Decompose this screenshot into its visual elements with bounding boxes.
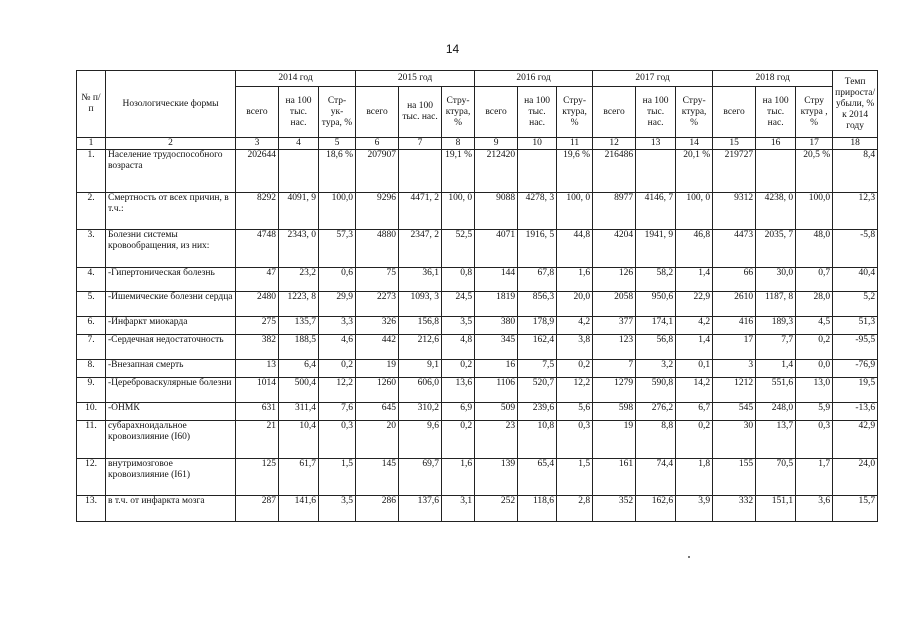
table-cell: 65,4 bbox=[518, 458, 557, 495]
table-cell: -76,9 bbox=[833, 360, 878, 378]
table-cell bbox=[399, 150, 442, 193]
header-sub: всего bbox=[356, 87, 399, 138]
column-number: 10 bbox=[518, 138, 557, 150]
table-cell: 332 bbox=[713, 495, 756, 521]
table-cell: 162,6 bbox=[636, 495, 676, 521]
table-cell: 1,6 bbox=[442, 458, 475, 495]
table-cell: 3,6 bbox=[796, 495, 833, 521]
table-cell: 46,8 bbox=[676, 230, 713, 267]
table-cell: 352 bbox=[593, 495, 636, 521]
table-cell: 7,7 bbox=[756, 335, 796, 360]
table-cell: 20 bbox=[356, 421, 399, 458]
scan-speck bbox=[688, 556, 690, 558]
table-cell: 57,3 bbox=[319, 230, 356, 267]
table-cell: 7,6 bbox=[319, 403, 356, 421]
table-cell: 156,8 bbox=[399, 317, 442, 335]
table-cell: 212,6 bbox=[399, 335, 442, 360]
table-cell: 23,2 bbox=[279, 267, 319, 292]
table-cell: 4146, 7 bbox=[636, 192, 676, 229]
header-sub: Стру- ктура, % bbox=[557, 87, 593, 138]
table-cell: 276,2 bbox=[636, 403, 676, 421]
table-cell: 5,2 bbox=[833, 292, 878, 317]
table-cell: 590,8 bbox=[636, 378, 676, 403]
column-number: 13 bbox=[636, 138, 676, 150]
table-cell: 4238, 0 bbox=[756, 192, 796, 229]
table-cell: 126 bbox=[593, 267, 636, 292]
table-cell: 139 bbox=[475, 458, 518, 495]
column-number: 15 bbox=[713, 138, 756, 150]
header-sub: всего bbox=[593, 87, 636, 138]
table-row bbox=[77, 360, 878, 378]
table-cell: 42,9 bbox=[833, 421, 878, 458]
table-cell: 44,8 bbox=[557, 230, 593, 267]
table-cell bbox=[636, 150, 676, 193]
table-cell: 40,4 bbox=[833, 267, 878, 292]
table-cell: 2480 bbox=[236, 292, 279, 317]
page-number: 14 bbox=[445, 42, 460, 56]
column-number: 2 bbox=[106, 138, 236, 150]
column-number: 3 bbox=[236, 138, 279, 150]
header-sub: Стр- ук- тура, % bbox=[319, 87, 356, 138]
table-cell: 23 bbox=[475, 421, 518, 458]
row-label: -ОНМК bbox=[106, 403, 236, 421]
table-cell: -5,8 bbox=[833, 230, 878, 267]
table-cell: 4204 bbox=[593, 230, 636, 267]
row-number: 12. bbox=[77, 458, 106, 495]
table-cell: 275 bbox=[236, 317, 279, 335]
table-cell: 67,8 bbox=[518, 267, 557, 292]
row-label: Болезни системы кровообращения, из них: bbox=[106, 230, 236, 267]
table-cell: -95,5 bbox=[833, 335, 878, 360]
header-sub: всего bbox=[713, 87, 756, 138]
table-cell: 0,2 bbox=[676, 421, 713, 458]
header-sub: на 100 тыс. нас. bbox=[399, 87, 442, 138]
column-number: 14 bbox=[676, 138, 713, 150]
table-cell: 4,2 bbox=[676, 317, 713, 335]
table-cell: 13,7 bbox=[756, 421, 796, 458]
row-number: 7. bbox=[77, 335, 106, 360]
table-cell: 123 bbox=[593, 335, 636, 360]
table-cell: 0,2 bbox=[442, 360, 475, 378]
table-cell: 30 bbox=[713, 421, 756, 458]
table-cell: 1,8 bbox=[676, 458, 713, 495]
table-cell: 19,6 % bbox=[557, 150, 593, 193]
table-cell: 1,4 bbox=[676, 267, 713, 292]
row-label: -Инфаркт миокарда bbox=[106, 317, 236, 335]
table-cell: 6,4 bbox=[279, 360, 319, 378]
row-label: в т.ч. от инфаркта мозга bbox=[106, 495, 236, 521]
table-cell: 545 bbox=[713, 403, 756, 421]
table-cell: 520,7 bbox=[518, 378, 557, 403]
table-cell: 4473 bbox=[713, 230, 756, 267]
table-cell: 1212 bbox=[713, 378, 756, 403]
table-cell: 155 bbox=[713, 458, 756, 495]
table-cell: 0,0 bbox=[796, 360, 833, 378]
table-cell bbox=[518, 150, 557, 193]
table-cell: 0,2 bbox=[442, 421, 475, 458]
table-cell: 2058 bbox=[593, 292, 636, 317]
table-body bbox=[77, 150, 878, 522]
header-sub: на 100 тыс. нас. bbox=[636, 87, 676, 138]
table-cell: 29,9 bbox=[319, 292, 356, 317]
column-number: 11 bbox=[557, 138, 593, 150]
table-cell: 9088 bbox=[475, 192, 518, 229]
header-year: 2017 год bbox=[593, 71, 713, 87]
table-cell: 0,3 bbox=[319, 421, 356, 458]
table-cell: 950,6 bbox=[636, 292, 676, 317]
table-cell: 7,5 bbox=[518, 360, 557, 378]
table-cell: 18,6 % bbox=[319, 150, 356, 193]
table-cell: 15,7 bbox=[833, 495, 878, 521]
table-cell: 100,0 bbox=[319, 192, 356, 229]
table-cell: 0,3 bbox=[557, 421, 593, 458]
table-cell: 12,2 bbox=[319, 378, 356, 403]
table-cell: 248,0 bbox=[756, 403, 796, 421]
row-number: 6. bbox=[77, 317, 106, 335]
table-cell: 19,1 % bbox=[442, 150, 475, 193]
table-row bbox=[77, 403, 878, 421]
table-cell: 188,5 bbox=[279, 335, 319, 360]
column-number: 9 bbox=[475, 138, 518, 150]
table-cell: 36,1 bbox=[399, 267, 442, 292]
row-number: 10. bbox=[77, 403, 106, 421]
table-row bbox=[77, 150, 878, 193]
table-cell: 7 bbox=[593, 360, 636, 378]
table-cell: 3,3 bbox=[319, 317, 356, 335]
table-cell: 287 bbox=[236, 495, 279, 521]
table-cell: 12,3 bbox=[833, 192, 878, 229]
table-cell: 377 bbox=[593, 317, 636, 335]
row-label: -Внезапная смерть bbox=[106, 360, 236, 378]
row-number: 2. bbox=[77, 192, 106, 229]
table-cell: 125 bbox=[236, 458, 279, 495]
header-sub: на 100 тыс. нас. bbox=[518, 87, 557, 138]
table-cell: 20,5 % bbox=[796, 150, 833, 193]
table-cell: 1,5 bbox=[319, 458, 356, 495]
table-cell: 1941, 9 bbox=[636, 230, 676, 267]
table-cell: 1,5 bbox=[557, 458, 593, 495]
table-cell: 0,2 bbox=[557, 360, 593, 378]
table-cell: 1,6 bbox=[557, 267, 593, 292]
header-sub: всего bbox=[236, 87, 279, 138]
table-cell: 16 bbox=[475, 360, 518, 378]
table-cell: 5,6 bbox=[557, 403, 593, 421]
column-number: 17 bbox=[796, 138, 833, 150]
table-cell: 10,4 bbox=[279, 421, 319, 458]
table-cell: 1,4 bbox=[676, 335, 713, 360]
table-cell: 4,6 bbox=[319, 335, 356, 360]
table-cell: 162,4 bbox=[518, 335, 557, 360]
column-number: 5 bbox=[319, 138, 356, 150]
table-cell: 0,6 bbox=[319, 267, 356, 292]
table-cell: 47 bbox=[236, 267, 279, 292]
table-cell: 52,5 bbox=[442, 230, 475, 267]
table-cell: 326 bbox=[356, 317, 399, 335]
table-cell: 137,6 bbox=[399, 495, 442, 521]
table-cell: 3,1 bbox=[442, 495, 475, 521]
row-label: -Ишемические болезни сердца bbox=[106, 292, 236, 317]
table-row bbox=[77, 335, 878, 360]
table-row bbox=[77, 230, 878, 267]
header-sub: Стру- ктура, % bbox=[676, 87, 713, 138]
row-label: -Гипертоническая болезнь bbox=[106, 267, 236, 292]
table-cell: 310,2 bbox=[399, 403, 442, 421]
row-number: 13. bbox=[77, 495, 106, 521]
column-number: 7 bbox=[399, 138, 442, 150]
column-number: 6 bbox=[356, 138, 399, 150]
table-cell: 1279 bbox=[593, 378, 636, 403]
table-row bbox=[77, 267, 878, 292]
column-number: 16 bbox=[756, 138, 796, 150]
table-cell: 509 bbox=[475, 403, 518, 421]
table-cell: 4471, 2 bbox=[399, 192, 442, 229]
table-row bbox=[77, 458, 878, 495]
row-number: 4. bbox=[77, 267, 106, 292]
table-cell: 13 bbox=[236, 360, 279, 378]
table-cell: 4880 bbox=[356, 230, 399, 267]
table-cell: 2610 bbox=[713, 292, 756, 317]
row-label: Смертность от всех причин, в т.ч.: bbox=[106, 192, 236, 229]
table-cell: 14,2 bbox=[676, 378, 713, 403]
table-cell: 8,4 bbox=[833, 150, 878, 193]
table-cell: 10,8 bbox=[518, 421, 557, 458]
header-year: 2018 год bbox=[713, 71, 833, 87]
header-year: 2014 год bbox=[236, 71, 356, 87]
header-growth: Темп прироста/ убыли, % к 2014 году bbox=[833, 71, 878, 138]
table-cell: 606,0 bbox=[399, 378, 442, 403]
table-cell: 24,5 bbox=[442, 292, 475, 317]
table-cell: 66 bbox=[713, 267, 756, 292]
table-cell: 9296 bbox=[356, 192, 399, 229]
table-cell: 100, 0 bbox=[676, 192, 713, 229]
header-sub: всего bbox=[475, 87, 518, 138]
header-sub: Стру ктура , % bbox=[796, 87, 833, 138]
table-cell: 9,6 bbox=[399, 421, 442, 458]
table-cell: 1187, 8 bbox=[756, 292, 796, 317]
table-cell: 1014 bbox=[236, 378, 279, 403]
table-cell: 69,7 bbox=[399, 458, 442, 495]
table-cell: 645 bbox=[356, 403, 399, 421]
table-cell: 4278, 3 bbox=[518, 192, 557, 229]
table-cell: 118,6 bbox=[518, 495, 557, 521]
table-cell: 382 bbox=[236, 335, 279, 360]
table-cell: 1106 bbox=[475, 378, 518, 403]
column-number: 18 bbox=[833, 138, 878, 150]
table-cell bbox=[756, 150, 796, 193]
table-cell: 598 bbox=[593, 403, 636, 421]
table-cell: 1223, 8 bbox=[279, 292, 319, 317]
table-cell: 0,3 bbox=[796, 421, 833, 458]
table-cell: 19 bbox=[356, 360, 399, 378]
table-cell: 2,8 bbox=[557, 495, 593, 521]
table-row bbox=[77, 421, 878, 458]
table-cell: 74,4 bbox=[636, 458, 676, 495]
header-nosology: Нозологические формы bbox=[106, 71, 236, 138]
column-number: 8 bbox=[442, 138, 475, 150]
row-number: 11. bbox=[77, 421, 106, 458]
header-sub: Стру- ктура, % bbox=[442, 87, 475, 138]
table-cell: 631 bbox=[236, 403, 279, 421]
column-number-row bbox=[77, 138, 878, 150]
table-cell: 70,5 bbox=[756, 458, 796, 495]
table-cell: 189,3 bbox=[756, 317, 796, 335]
header-sub: на 100 тыс. нас. bbox=[279, 87, 319, 138]
table-cell: 19 bbox=[593, 421, 636, 458]
table-cell: 178,9 bbox=[518, 317, 557, 335]
table-cell: 1,7 bbox=[796, 458, 833, 495]
table-cell: 13,0 bbox=[796, 378, 833, 403]
table-cell: 4091, 9 bbox=[279, 192, 319, 229]
table-cell: 2035, 7 bbox=[756, 230, 796, 267]
table-cell: -13,6 bbox=[833, 403, 878, 421]
table-cell: 141,6 bbox=[279, 495, 319, 521]
row-label: -Цереброваскулярные болезни bbox=[106, 378, 236, 403]
table-cell bbox=[279, 150, 319, 193]
table-cell: 345 bbox=[475, 335, 518, 360]
table-cell: 4071 bbox=[475, 230, 518, 267]
table-cell: 1819 bbox=[475, 292, 518, 317]
table-cell: 239,6 bbox=[518, 403, 557, 421]
table-cell: 216486 bbox=[593, 150, 636, 193]
table-cell: 2273 bbox=[356, 292, 399, 317]
header-sub: на 100 тыс. нас. bbox=[756, 87, 796, 138]
table-cell: 151,1 bbox=[756, 495, 796, 521]
row-number: 5. bbox=[77, 292, 106, 317]
table-cell: 2343, 0 bbox=[279, 230, 319, 267]
table-cell: 1916, 5 bbox=[518, 230, 557, 267]
table-cell: 252 bbox=[475, 495, 518, 521]
table-cell: 8,8 bbox=[636, 421, 676, 458]
row-label: внутримозговое кровоизлияние (I61) bbox=[106, 458, 236, 495]
table-cell: 48,0 bbox=[796, 230, 833, 267]
table-cell: 20,1 % bbox=[676, 150, 713, 193]
table-row bbox=[77, 292, 878, 317]
table-cell: 219727 bbox=[713, 150, 756, 193]
row-number: 8. bbox=[77, 360, 106, 378]
table-cell: 3,2 bbox=[636, 360, 676, 378]
table-cell: 0,8 bbox=[442, 267, 475, 292]
table-cell: 21 bbox=[236, 421, 279, 458]
table-cell: 19,5 bbox=[833, 378, 878, 403]
table-cell: 3,5 bbox=[442, 317, 475, 335]
table-cell: 551,6 bbox=[756, 378, 796, 403]
row-label: -Сердечная недостаточность bbox=[106, 335, 236, 360]
table-cell: 24,0 bbox=[833, 458, 878, 495]
table-cell: 212420 bbox=[475, 150, 518, 193]
table-cell: 17 bbox=[713, 335, 756, 360]
table-cell: 100, 0 bbox=[557, 192, 593, 229]
table-cell: 4,2 bbox=[557, 317, 593, 335]
table-cell: 144 bbox=[475, 267, 518, 292]
table-cell: 2347, 2 bbox=[399, 230, 442, 267]
row-label: субарахноидальное кровоизлияние (I60) bbox=[106, 421, 236, 458]
table-cell: 416 bbox=[713, 317, 756, 335]
table-cell: 5,9 bbox=[796, 403, 833, 421]
table-cell: 6,9 bbox=[442, 403, 475, 421]
table-cell: 28,0 bbox=[796, 292, 833, 317]
table-cell: 30,0 bbox=[756, 267, 796, 292]
table-cell: 0,7 bbox=[796, 267, 833, 292]
table-cell: 135,7 bbox=[279, 317, 319, 335]
table-cell: 856,3 bbox=[518, 292, 557, 317]
header-year: 2016 год bbox=[475, 71, 593, 87]
table-row bbox=[77, 495, 878, 521]
table-cell: 1,4 bbox=[756, 360, 796, 378]
table-cell: 51,3 bbox=[833, 317, 878, 335]
column-number: 1 bbox=[77, 138, 106, 150]
table-cell: 75 bbox=[356, 267, 399, 292]
table-cell: 0,2 bbox=[796, 335, 833, 360]
table-cell: 202644 bbox=[236, 150, 279, 193]
row-number: 1. bbox=[77, 150, 106, 193]
row-number: 9. bbox=[77, 378, 106, 403]
table-cell: 58,2 bbox=[636, 267, 676, 292]
table-cell: 100,0 bbox=[796, 192, 833, 229]
column-number: 4 bbox=[279, 138, 319, 150]
header-year: 2015 год bbox=[356, 71, 475, 87]
table-cell: 1260 bbox=[356, 378, 399, 403]
mortality-table bbox=[76, 70, 878, 522]
table-row bbox=[77, 317, 878, 335]
table-cell: 22,9 bbox=[676, 292, 713, 317]
table-cell: 56,8 bbox=[636, 335, 676, 360]
table-row bbox=[77, 192, 878, 229]
table-cell: 4,5 bbox=[796, 317, 833, 335]
table-cell: 3,8 bbox=[557, 335, 593, 360]
table-cell: 145 bbox=[356, 458, 399, 495]
table-cell: 4,8 bbox=[442, 335, 475, 360]
header-num: № п/п bbox=[77, 71, 106, 138]
table-cell: 61,7 bbox=[279, 458, 319, 495]
table-cell: 380 bbox=[475, 317, 518, 335]
table-cell: 12,2 bbox=[557, 378, 593, 403]
table-cell: 13,6 bbox=[442, 378, 475, 403]
table-cell: 0,2 bbox=[319, 360, 356, 378]
table-cell: 4748 bbox=[236, 230, 279, 267]
row-number: 3. bbox=[77, 230, 106, 267]
row-label: Население трудоспособного возраста bbox=[106, 150, 236, 193]
table-cell: 311,4 bbox=[279, 403, 319, 421]
table-cell: 3 bbox=[713, 360, 756, 378]
column-number: 12 bbox=[593, 138, 636, 150]
table-cell: 20,0 bbox=[557, 292, 593, 317]
table-row bbox=[77, 378, 878, 403]
table-cell: 6,7 bbox=[676, 403, 713, 421]
table-cell: 8292 bbox=[236, 192, 279, 229]
table-cell: 8977 bbox=[593, 192, 636, 229]
table-cell: 9,1 bbox=[399, 360, 442, 378]
table-cell: 286 bbox=[356, 495, 399, 521]
table-cell: 442 bbox=[356, 335, 399, 360]
table-cell: 174,1 bbox=[636, 317, 676, 335]
table-cell: 3,5 bbox=[319, 495, 356, 521]
table-cell: 1093, 3 bbox=[399, 292, 442, 317]
table-cell: 100, 0 bbox=[442, 192, 475, 229]
table-cell: 207907 bbox=[356, 150, 399, 193]
table-cell: 500,4 bbox=[279, 378, 319, 403]
table-cell: 0,1 bbox=[676, 360, 713, 378]
table-cell: 9312 bbox=[713, 192, 756, 229]
table-cell: 161 bbox=[593, 458, 636, 495]
table-cell: 3,9 bbox=[676, 495, 713, 521]
